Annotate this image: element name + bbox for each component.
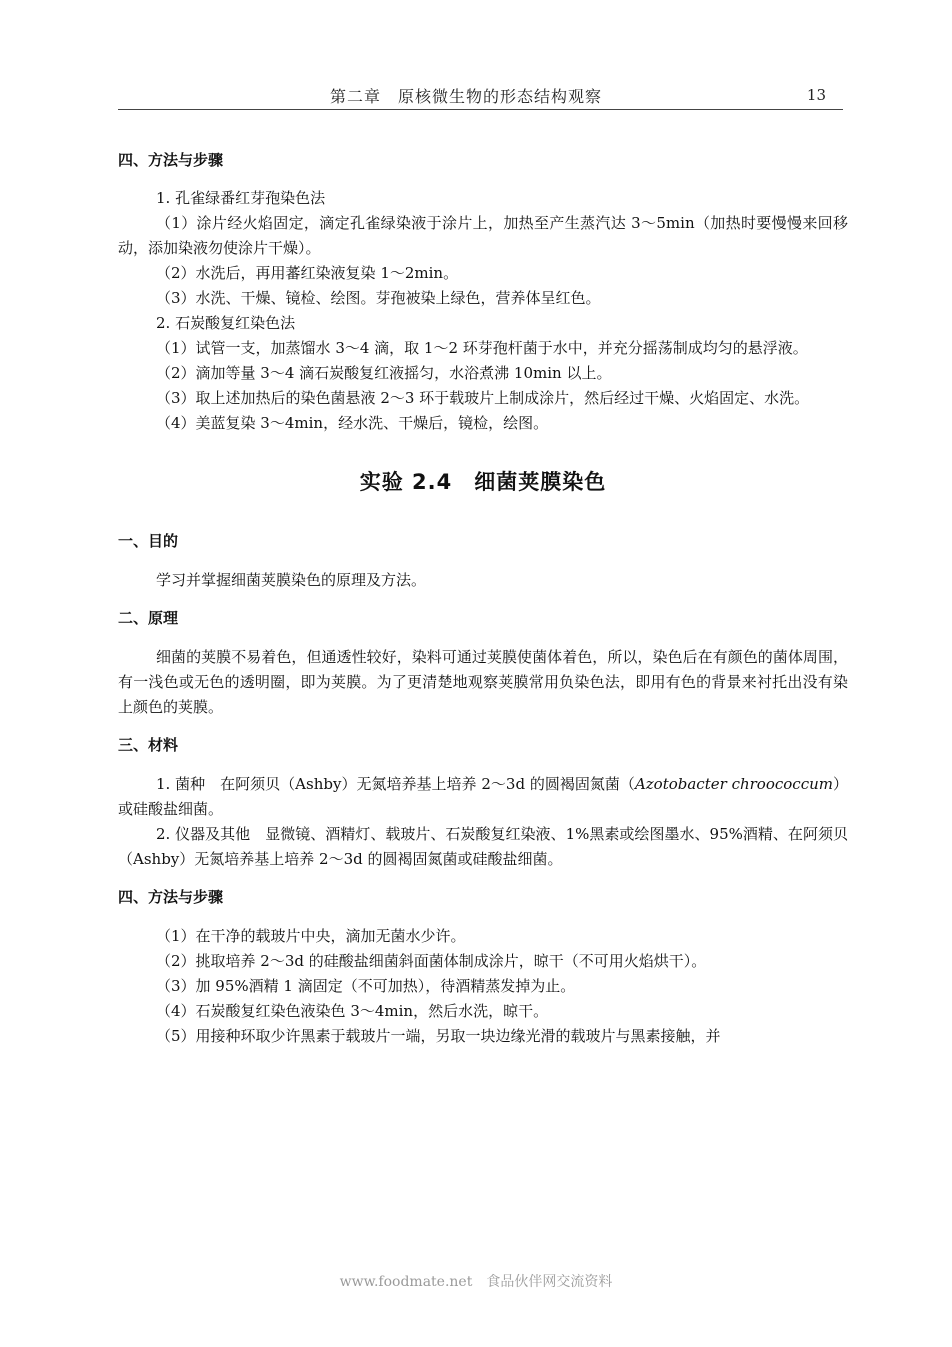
step-paragraph: （1）涂片经火焰固定，滴定孔雀绿染液于涂片上，加热至产生蒸汽达 3～5min（加热时要慢慢来回移动，添加染液勿使涂片干燥）。 xyxy=(118,214,848,257)
step-paragraph: （3）取上述加热后的染色菌悬液 2～3 环于载玻片上制成涂片，然后经过干燥、火焰固定、水洗。 xyxy=(156,389,810,407)
experiment-title: 实验 2.4 细菌荚膜染色 xyxy=(359,470,607,494)
step-paragraph: （2）挑取培养 2～3d 的硅酸盐细菌斜面菌体制成涂片，晾干（不可用火焰烘干）。 xyxy=(156,952,707,970)
page-body xyxy=(118,145,848,1049)
latin-species-name: Azotobacter chroococcum xyxy=(634,775,833,793)
materials-item-strain-text: 1. 菌种 在阿须贝（Ashby）无氮培养基上培养 2～3d 的圆褐固氮菌（ xyxy=(156,775,635,793)
step-paragraph: （4）美蓝复染 3～4min，经水洗、干燥后，镜检，绘图。 xyxy=(156,414,549,432)
section-heading-methods-b: 四、方法与步骤 xyxy=(118,888,224,906)
purpose-text: 学习并掌握细菌荚膜染色的原理及方法。 xyxy=(156,571,427,589)
materials-item-strain-end: ）或硅酸盐细菌。 xyxy=(118,775,848,818)
step-paragraph: （1）试管一支，加蒸馏水 3～4 滴，取 1～2 环芽孢杆菌于水中，并充分摇荡制成均匀的悬浮液。 xyxy=(156,339,808,357)
step-paragraph: （3）加 95%酒精 1 滴固定（不可加热），待酒精蒸发掉为止。 xyxy=(156,977,576,995)
subheading-malachite: 1. 孔雀绿番红芽孢染色法 xyxy=(156,189,326,207)
section-heading-methods-a: 四、方法与步骤 xyxy=(118,151,224,169)
chapter-title: 第二章 原核微生物的形态结构观察 xyxy=(330,87,603,106)
principle-text: 细菌的荚膜不易着色，但通透性较好，染料可通过荚膜使菌体着色，所以，染色后在有颜色的菌体周围，有一浅色或无色的透明圈，即为荚膜。为了更清楚地观察荚膜常用负染色法，即用有色的背景来衬托出没有染上颜色的荚膜。 xyxy=(118,648,848,716)
step-paragraph: （2）水洗后，再用蕃红染液复染 1～2min。 xyxy=(156,264,459,282)
step-paragraph: （5）用接种环取少许黑素于载玻片一端，另取一块边缘光滑的载玻片与黑素接触，并 xyxy=(156,1027,721,1045)
materials-item-strain xyxy=(118,772,848,822)
running-header xyxy=(118,84,838,112)
header-rule xyxy=(118,109,843,110)
page-number: 13 xyxy=(806,86,826,104)
step-paragraph: （2）滴加等量 3～4 滴石炭酸复红液摇匀，水浴煮沸 10min 以上。 xyxy=(156,364,612,382)
section-heading-materials: 三、材料 xyxy=(118,736,179,754)
subheading-carbol-fuchsin: 2. 石炭酸复红染色法 xyxy=(156,314,296,332)
step-paragraph: （4）石炭酸复红染色液染色 3～4min，然后水洗，晾干。 xyxy=(156,1002,549,1020)
section-heading-purpose: 一、目的 xyxy=(118,532,179,550)
step-paragraph: （3）水洗、干燥、镜检、绘图。芽孢被染上绿色，营养体呈红色。 xyxy=(156,289,601,307)
step-paragraph: （1）在干净的载玻片中央，滴加无菌水少许。 xyxy=(156,927,466,945)
footer-watermark: www.foodmate.net 食品伙伴网交流资料 xyxy=(339,1274,613,1290)
materials-item-equipment: 2. 仪器及其他 显微镜、酒精灯、载玻片、石炭酸复红染液、1%黑素或绘图墨水、95%酒精、在阿须贝（Ashby）无氮培养基上培养 2～3d 的圆褐固氮菌或硅酸盐细菌。 xyxy=(118,825,848,868)
section-heading-principle: 二、原理 xyxy=(118,609,179,627)
